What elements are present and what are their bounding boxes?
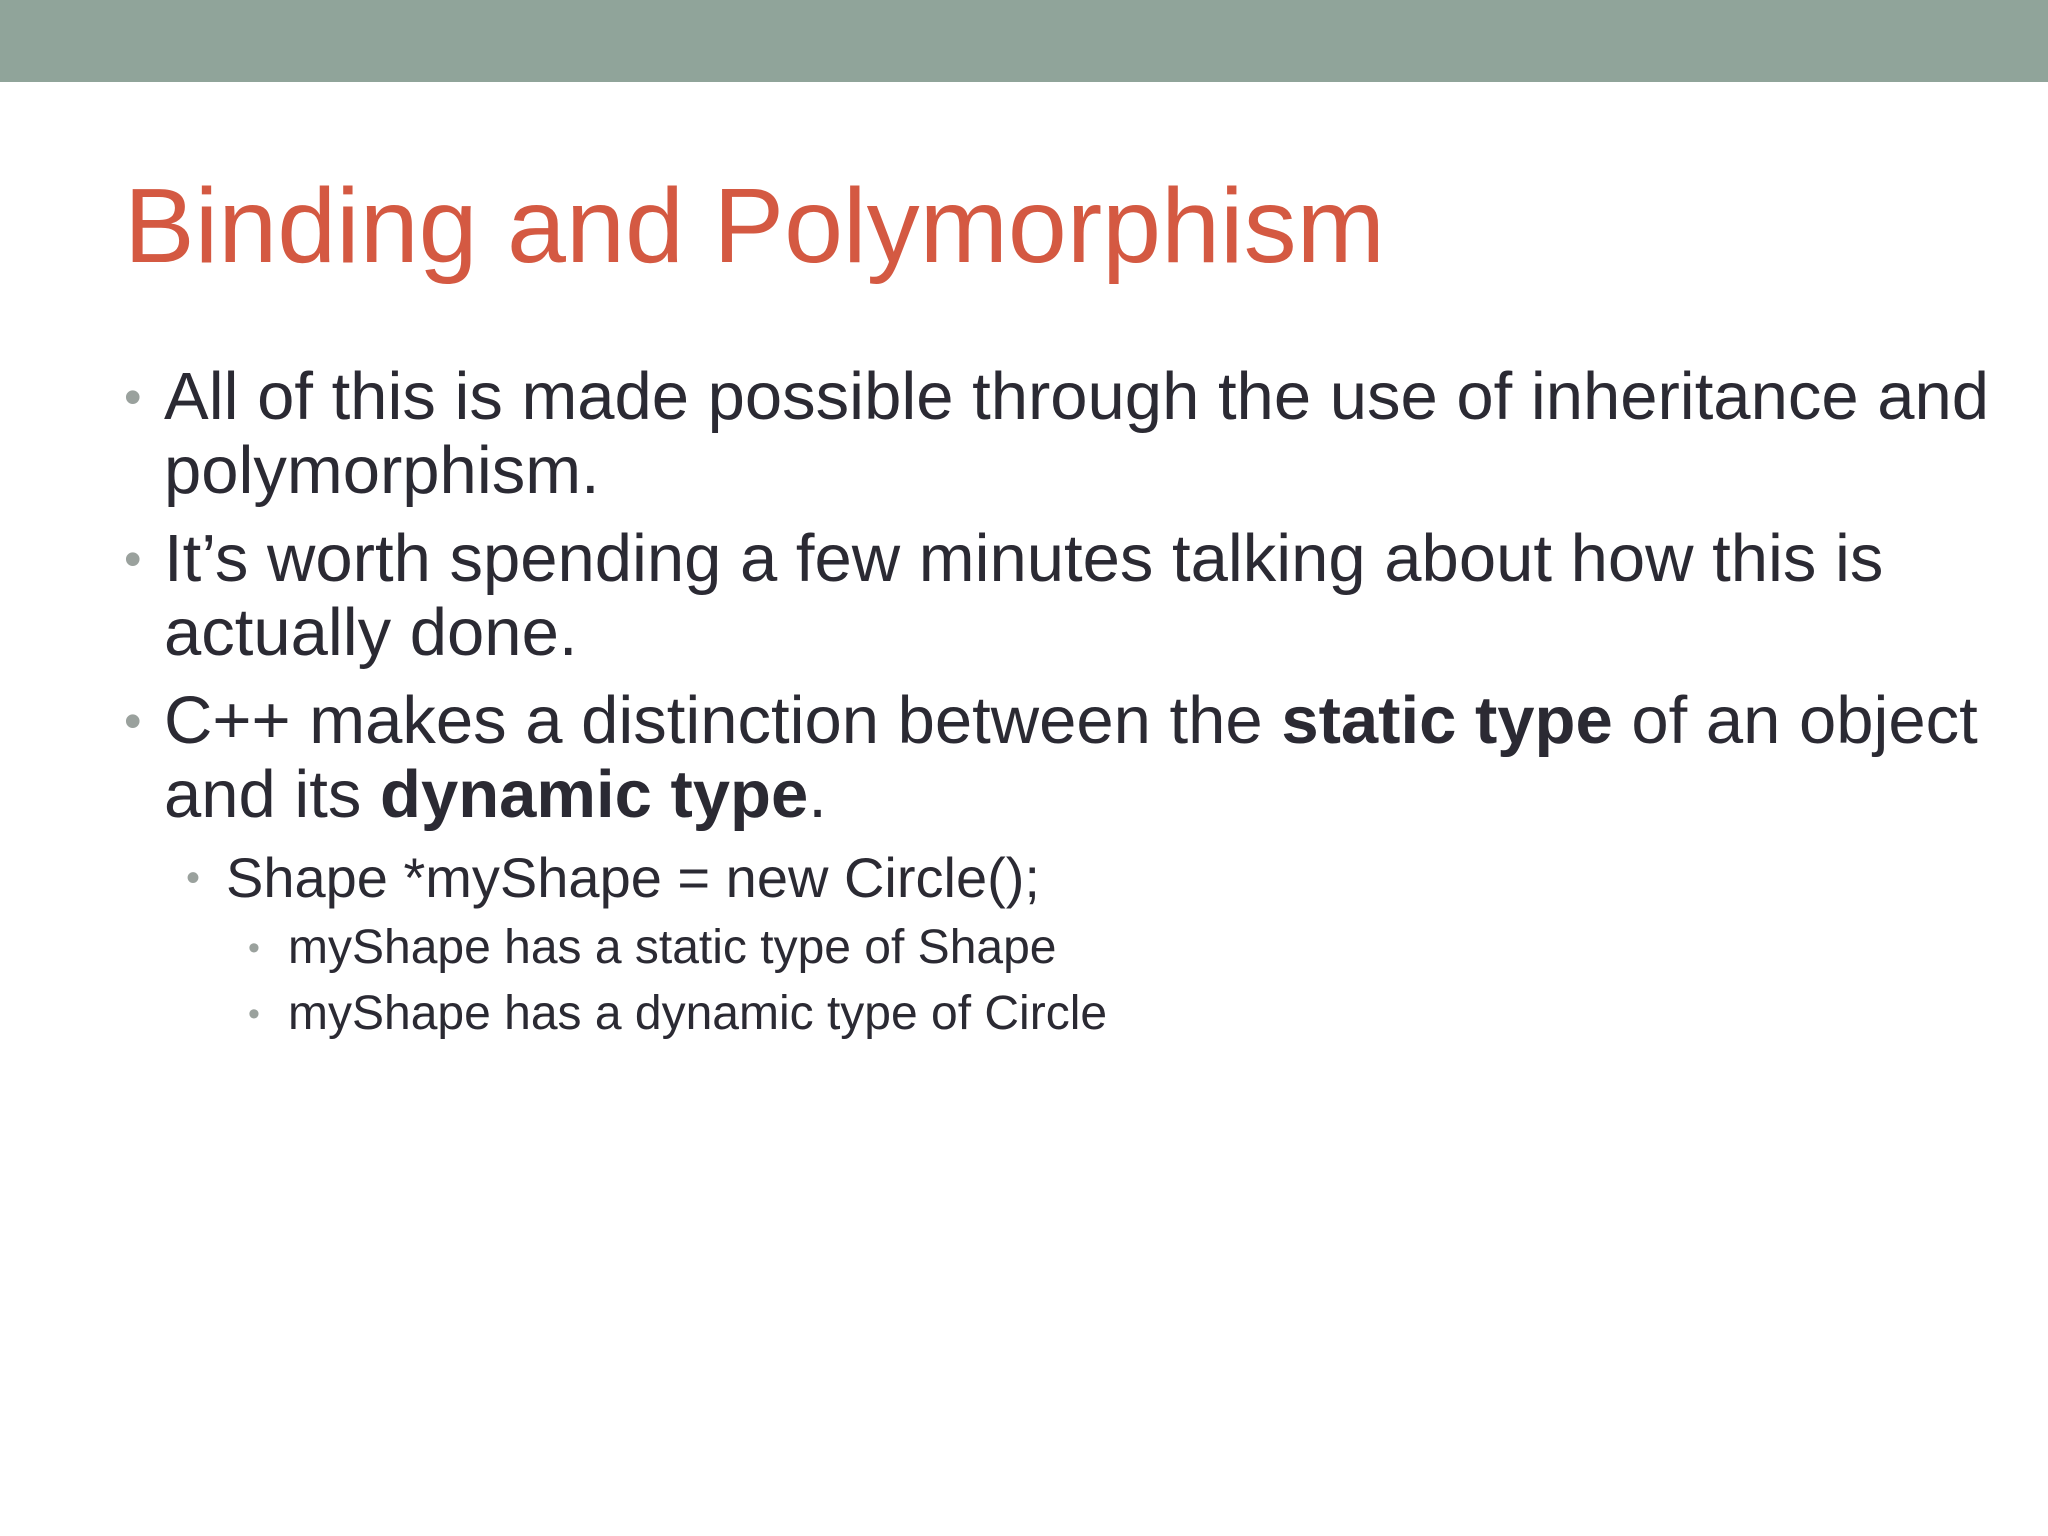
sub-sub-bullet-item [248, 920, 2028, 976]
sub-bullet-item [186, 846, 2026, 910]
bullet-text-part: C++ makes a distinction between the [164, 683, 1282, 758]
sub-sub-bullet-text: myShape has a static type of Shape [288, 921, 1057, 974]
slide-title: Binding and Polymorphism [124, 167, 1385, 285]
bullet-dot: • [186, 856, 201, 900]
sub-bullet-text: Shape *myShape = new Circle(); [226, 846, 1040, 909]
bullet-text-part: of an object and its [164, 683, 1978, 832]
bullet-item [124, 683, 2044, 832]
bullet-text: All of this is made possible through the use of inheritance and polymorphism. [164, 359, 1989, 508]
sub-sub-bullet-item [248, 986, 2028, 1042]
bullet-dot: • [124, 693, 142, 749]
bullet-text-part: . [808, 757, 827, 832]
sub-sub-bullet-text: myShape has a dynamic type of Circle [288, 987, 1108, 1040]
bullet-item [124, 359, 2044, 508]
bullet-dot: • [124, 531, 142, 587]
bullet-dot: • [248, 995, 260, 1033]
bold-term-dynamic-type: dynamic type [380, 757, 809, 832]
bullet-dot: • [124, 369, 142, 425]
bullet-text [164, 684, 2044, 832]
bullet-item [124, 521, 2044, 670]
bullet-text: It’s worth spending a few minutes talking about how this is actually done. [164, 521, 1884, 670]
bullet-list [0, 360, 2048, 1050]
bullet-dot: • [248, 929, 260, 967]
top-accent-bar [0, 0, 2048, 82]
bold-term-static-type: static type [1281, 683, 1613, 758]
